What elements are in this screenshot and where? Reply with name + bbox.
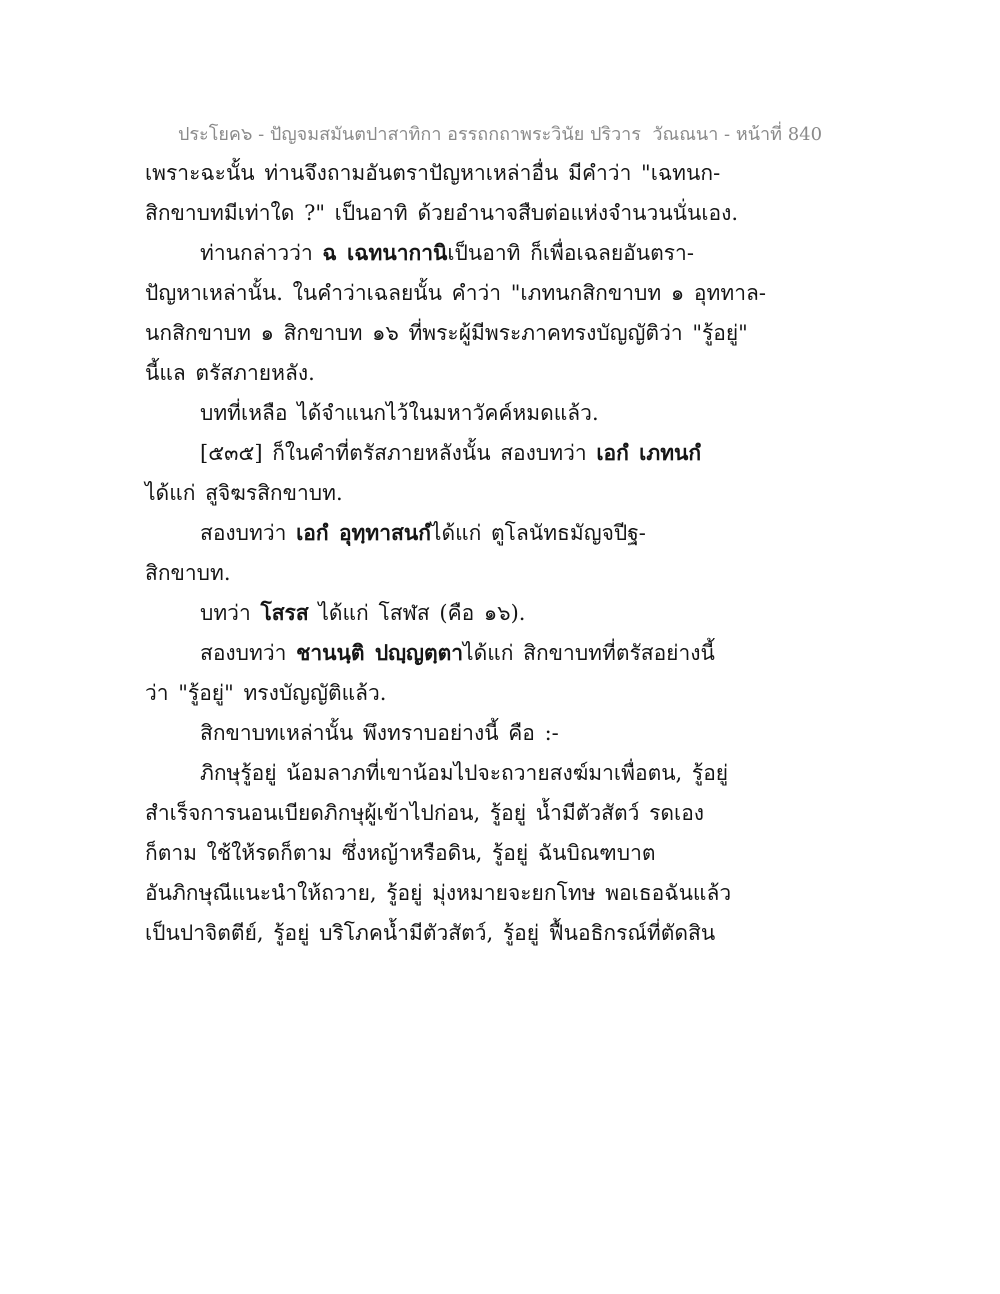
line-text: สิกขาบทมีเท่าใด ?" เป็นอาทิ ด้วยอำนาจสืบต่อแห่งจำนวนนั่นเอง.: [145, 201, 739, 225]
line-text: สองบทว่า: [200, 521, 297, 545]
body-text: [145, 153, 985, 953]
text-line: [145, 513, 985, 553]
running-head: ประโยค๖ - ปัญจมสมันตปาสาทิกา อรรถกถาพระวินัย ปริวาร วัณณนา - หน้าที่ 840: [177, 124, 823, 145]
text-line: [145, 473, 985, 513]
text-line: [145, 873, 985, 913]
text-line: [145, 753, 985, 793]
line-text: ท่านกล่าวว่า: [200, 241, 323, 265]
line-text: ได้แก่ ตูโลนัทธมัญจปีฐ-: [430, 521, 646, 545]
line-text: [๕๓๕] ก็ในคำที่ตรัสภายหลังนั้น สองบทว่า: [200, 441, 597, 465]
line-text: สองบทว่า: [200, 641, 297, 665]
line-text: สิกขาบทเหล่านั้น พึงทราบอย่างนี้ คือ :-: [200, 721, 559, 745]
text-line: [145, 713, 985, 753]
text-line: [145, 593, 985, 633]
pali-term: ฉ เฉทนากานิ: [322, 240, 448, 265]
line-text: บทว่า: [200, 601, 261, 625]
text-line: [145, 273, 985, 313]
pali-term: โสรส: [260, 600, 309, 625]
line-text: นกสิกขาบท ๑ สิกขาบท ๑๖ ที่พระผู้มีพระภาคทรงบัญญัติว่า "รู้อยู่": [145, 321, 748, 345]
line-text: เป็นอาทิ ก็เพื่อเฉลยอันตรา-: [447, 241, 694, 265]
line-text: เป็นปาจิตตีย์, รู้อยู่ บริโภคน้ำมีตัวสัตว์, รู้อยู่ ฟื้นอธิกรณ์ที่ตัดสิน: [145, 921, 716, 945]
line-text: นี้แล ตรัสภายหลัง.: [145, 361, 315, 385]
line-text: ว่า "รู้อยู่" ทรงบัญญัติแล้ว.: [145, 681, 387, 705]
line-text: ก็ตาม ใช้ให้รดก็ตาม ซึ่งหญ้าหรือดิน, รู้อยู่ ฉันบิณฑบาต: [145, 841, 656, 865]
text-line: [145, 913, 985, 953]
text-line: [145, 833, 985, 873]
line-text: อันภิกษุณีแนะนำให้ถวาย, รู้อยู่ มุ่งหมายจะยกโทษ พอเธอฉันแล้ว: [145, 881, 732, 905]
text-line: [145, 553, 985, 593]
pali-term: เอกํ เภทนกํ: [596, 440, 702, 465]
text-line: [145, 153, 985, 193]
line-text: ได้แก่ สูจิฆรสิกขาบท.: [145, 481, 343, 505]
text-line: [145, 193, 985, 233]
line-text: ปัญหาเหล่านั้น. ในคำว่าเฉลยนั้น คำว่า "เภทนกสิกขาบท ๑ อุททาล-: [145, 281, 766, 305]
text-line: [145, 353, 985, 393]
text-line: [145, 233, 985, 273]
line-text: สิกขาบท.: [145, 561, 231, 585]
line-text: เพราะฉะนั้น ท่านจึงถามอันตราปัญหาเหล่าอื่น มีคำว่า "เฉทนก-: [145, 161, 721, 185]
pali-term: เอกํ อุทฺทาสนกํ: [296, 520, 431, 545]
line-text: บทที่เหลือ ได้จำแนกไว้ในมหาวัคค์หมดแล้ว.: [200, 401, 599, 425]
line-text: สำเร็จการนอนเบียดภิกษุผู้เข้าไปก่อน, รู้อยู่ น้ำมีตัวสัตว์ รดเอง: [145, 801, 705, 825]
text-line: [145, 673, 985, 713]
text-line: [145, 393, 985, 433]
line-text: ได้แก่ โสฬส (คือ ๑๖).: [308, 601, 526, 625]
line-text: ภิกษุรู้อยู่ น้อมลาภที่เขาน้อมไปจะถวายสงฆ์มาเพื่อตน, รู้อยู่: [200, 761, 729, 785]
text-line: [145, 313, 985, 353]
line-text: ได้แก่ สิกขาบทที่ตรัสอย่างนี้: [463, 641, 715, 665]
pali-term: ชานนฺติ ปญฺญตฺตา: [296, 640, 464, 665]
text-line: [145, 633, 985, 673]
text-line: [145, 793, 985, 833]
text-line: [145, 433, 985, 473]
